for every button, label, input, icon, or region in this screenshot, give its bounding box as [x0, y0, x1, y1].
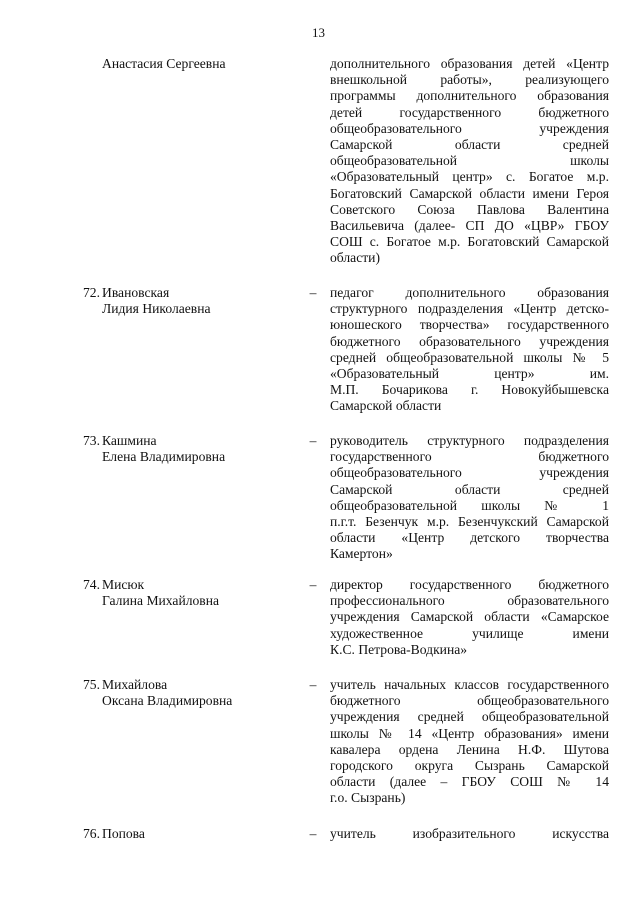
person-name: Михайлова Оксана Владимировна — [102, 677, 233, 709]
position-description: директор государственного бюджетного профессионального образовательного учреждения Самарской области «Самарское художественное училище имени К.С. Петрова-Водкина» — [330, 577, 609, 657]
entry-number: 75. — [83, 677, 100, 692]
entry-number: 74. — [83, 577, 100, 592]
entry-number: 76. — [83, 826, 100, 841]
position-description: педагог дополнительного образования структурного подразделения «Центр детско- юношеского творчества» государственного бюджетного образовательного учреждения средней общеобразовательной школы № 5 «Образовательный центр» им. М.П. Бочарикова г. Новокуйбышевска Самарской области — [330, 285, 609, 414]
position-description: дополнительного образования детей «Центр внешкольной работы», реализующего программы дополнительного образования детей государственного бюджетного общеобразовательного учреждения Самарской области средней общеобразовательной школы «Образовательный центр» с. Богатое м.р. Богатовский Самарской области имени Героя Советского Союза Павлова Валентина Васильевича (далее- СП ДО «ЦВР» ГБОУ СОШ с. Богатое м.р. Богатовский Самарской области) — [330, 56, 609, 266]
page-number: 13 — [312, 25, 325, 40]
position-description: руководитель структурного подразделения государственного бюджетного общеобразовательного учреждения Самарской области средней общеобразовательной школы № 1 п.г.т. Безенчук м.р. Безенчукский Самарской области «Центр детского творчества Камертон» — [330, 433, 609, 562]
entry-dash: – — [309, 577, 317, 592]
person-name: Попова — [102, 826, 145, 841]
entry-number: 72. — [83, 285, 100, 300]
entry-dash: – — [309, 433, 317, 448]
entry-dash: – — [309, 677, 317, 692]
person-name: Анастасия Сергеевна — [102, 56, 226, 71]
entry-dash: – — [309, 285, 317, 300]
entry-number: 73. — [83, 433, 100, 448]
person-name: Ивановская Лидия Николаевна — [102, 285, 211, 317]
person-name: Мисюк Галина Михайловна — [102, 577, 220, 609]
person-name: Кашмина Елена Владимировна — [102, 433, 226, 465]
position-description: учитель изобразительного искусства — [330, 826, 609, 841]
entry-dash: – — [309, 826, 317, 841]
position-description: учитель начальных классов государственного бюджетного общеобразовательного учреждения средней общеобразовательной школы № 14 «Центр образования» имени кавалера ордена Ленина Н.Ф. Шутова городского округа Сызрань Самарской области (далее – ГБОУ СОШ № 14 г.о. Сызрань) — [330, 677, 609, 806]
